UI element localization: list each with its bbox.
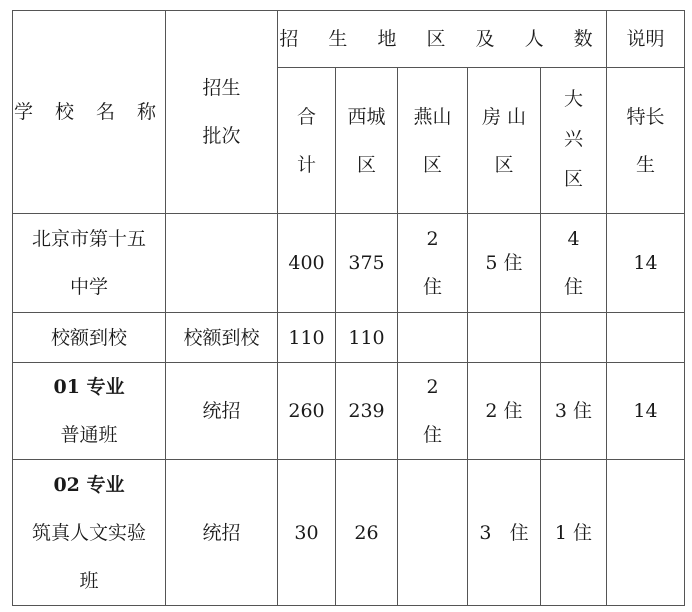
batch-cell: [166, 214, 278, 313]
header-batch: 招生 批次: [166, 11, 278, 214]
yanshan-cell: [398, 460, 468, 606]
daxing-cell: [541, 313, 607, 363]
batch-cell: 统招: [166, 363, 278, 460]
header-note: 说明: [607, 11, 685, 68]
table-row: [13, 214, 685, 313]
special-cell: [607, 313, 685, 363]
yanshan-cell: 2 住: [398, 214, 468, 313]
col-special: 特长 生: [607, 68, 685, 214]
xicheng-cell: 375: [336, 214, 398, 313]
fangshan-cell: 2 住: [468, 363, 541, 460]
special-cell: 14: [607, 214, 685, 313]
school-name-cell: 北京市第十五 中学: [13, 214, 166, 313]
xicheng-cell: 110: [336, 313, 398, 363]
total-cell: 400: [278, 214, 336, 313]
fangshan-cell: [468, 313, 541, 363]
school-name-cell: 校额到校: [13, 313, 166, 363]
col-yanshan: 燕山 区: [398, 68, 468, 214]
header-region-title: 招 生 地 区 及 人 数: [278, 11, 607, 68]
daxing-cell: 4 住: [541, 214, 607, 313]
table-row: [13, 460, 685, 606]
col-total: 合 计: [278, 68, 336, 214]
admission-table: [12, 10, 685, 606]
col-daxing: 大 兴 区: [541, 68, 607, 214]
col-xicheng: 西城 区: [336, 68, 398, 214]
batch-cell: 统招: [166, 460, 278, 606]
xicheng-cell: 239: [336, 363, 398, 460]
xicheng-cell: 26: [336, 460, 398, 606]
table-row: [13, 363, 685, 460]
total-cell: 30: [278, 460, 336, 606]
daxing-cell: 3 住: [541, 363, 607, 460]
school-name-cell: 01 专业 普通班: [13, 363, 166, 460]
special-cell: 14: [607, 363, 685, 460]
col-fangshan: 房 山 区: [468, 68, 541, 214]
total-cell: 260: [278, 363, 336, 460]
fangshan-cell: 3 住: [468, 460, 541, 606]
table-row: [13, 313, 685, 363]
school-name-cell: 02 专业 筑真人文实验 班: [13, 460, 166, 606]
batch-cell: 校额到校: [166, 313, 278, 363]
yanshan-cell: [398, 313, 468, 363]
total-cell: 110: [278, 313, 336, 363]
fangshan-cell: 5 住: [468, 214, 541, 313]
header-school-name: 学 校 名 称: [13, 11, 166, 214]
special-cell: [607, 460, 685, 606]
daxing-cell: 1 住: [541, 460, 607, 606]
yanshan-cell: 2 住: [398, 363, 468, 460]
